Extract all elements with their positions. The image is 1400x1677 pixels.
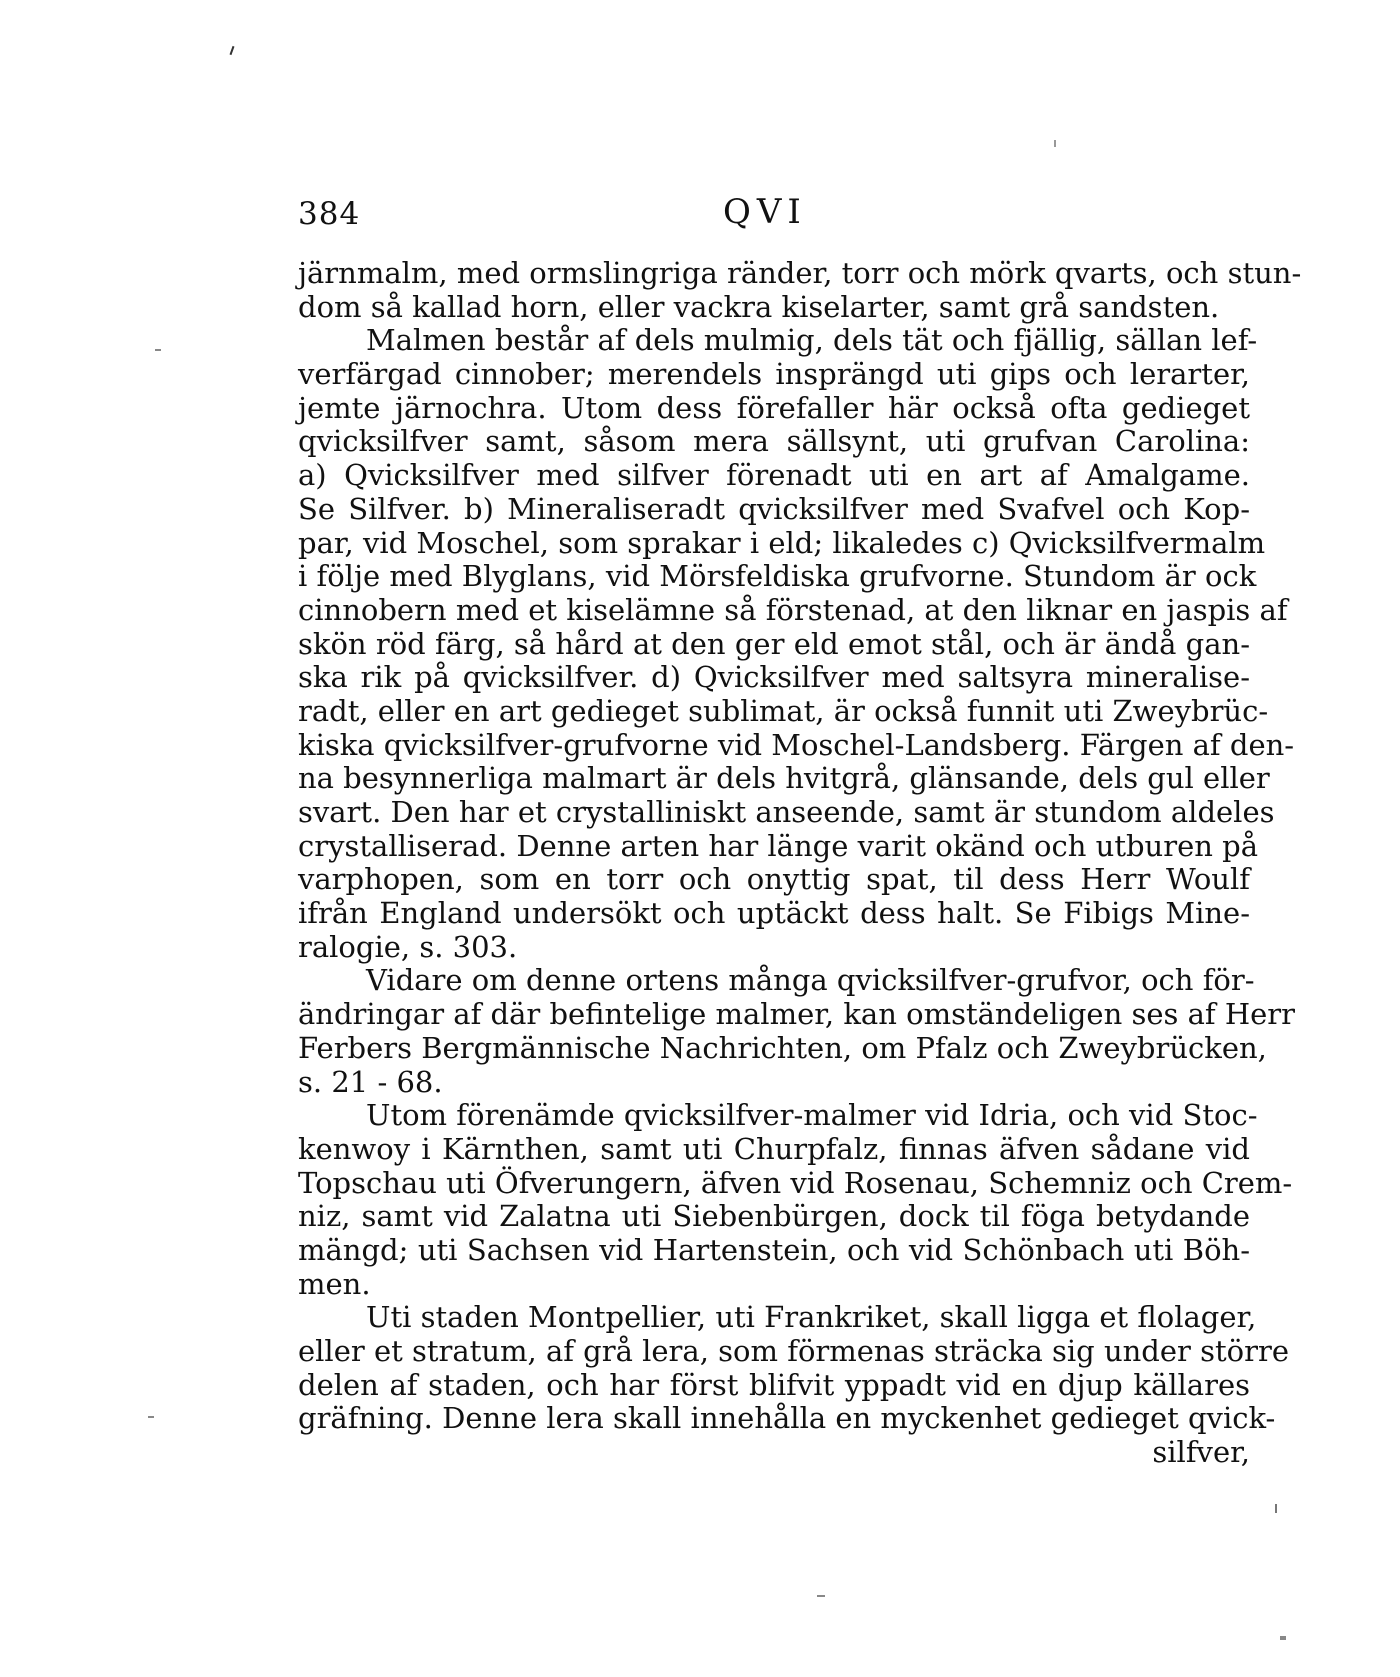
text-line: cinnobern med et kiselämne så förstenad, at den liknar en jaspis af [298,592,1288,627]
text-line: s. 21 - 68. [298,1064,443,1099]
text-line: a) Qvicksilfver med silfver förenadt uti en art af Amalgame. [298,458,1250,493]
text-line: crystalliserad. Denne arten har länge varit okänd och utburen på [298,828,1258,863]
text-line: svart. Den har et crystalliniskt anseende, samt är stundom aldeles [298,795,1275,829]
scan-speck [148,1416,154,1418]
text-line: ändringar af där befintelige malmer, kan omständeligen ses af Herr [298,997,1296,1032]
page-header [298,192,1098,246]
text-line: i följe med Blyglans, vid Mörsfeldiska grufvorne. Stundom är ock [298,559,1257,594]
text-line: verfärgad cinnober; merendels insprängd uti gips och lerarter, [298,357,1250,392]
text-line: Malmen består af dels mulmig, dels tät och fjällig, sällan lef- [366,323,1258,358]
text-line: Se Silfver. b) Mineraliseradt qvicksilfver med Svafvel och Kop- [298,491,1250,526]
text-line: varphopen, som en torr och onyttig spat, til dess Herr Woulf [298,862,1250,897]
text-line: gräfning. Denne lera skall innehålla en myckenhet gedieget qvick- [298,1401,1276,1436]
text-line: radt, eller en art gedieget sublimat, är också funnit uti Zweybrüc- [298,693,1269,728]
catchword: silfver, [1152,1435,1250,1470]
text-line: ralogie, s. 303. [298,929,518,964]
text-line: ifrån England undersökt och uptäckt dess halt. Se Fibigs Mine- [298,896,1250,931]
running-head: QVI [723,192,807,232]
text-line: eller et stratum, af grå lera, som förmenas sträcka sig under större [298,1334,1289,1368]
page-number: 384 [298,196,361,232]
text-line: Vidare om denne ortens många qvicksilfver-grufvor, och för- [366,963,1255,998]
text-line: dom så kallad horn, eller vackra kiselarter, samt grå sandsten. [298,289,1220,324]
text-line: ska rik på qvicksilfver. d) Qvicksilfver med saltsyra mineralise- [298,660,1250,695]
text-line: delen af staden, och har först blifvit yppadt vid en djup källares [298,1367,1250,1402]
scan-speck [155,349,161,351]
text-line: skön röd färg, så hård at den ger eld emot stål, och är ändå gan- [298,626,1250,661]
text-line: qvicksilfver samt, såsom mera sällsynt, uti grufvan Carolina: [298,424,1250,459]
text-line: Ferbers Bergmännische Nachrichten, om Pfalz och Zweybrücken, [298,1030,1267,1065]
scan-speck [817,1595,825,1597]
scan-speck [1275,1504,1277,1513]
text-line: na besynnerliga malmart är dels hvitgrå, glänsande, dels gul eller [298,761,1270,796]
scan-speck [1054,140,1056,147]
text-line: järnmalm, med ormslingriga ränder, torr och mörk qvarts, och stun- [298,256,1302,290]
text-line: kiska qvicksilfver-grufvorne vid Moschel-Landsberg. Färgen af den- [298,727,1295,762]
text-line: jemte järnochra. Utom dess förefaller här också ofta gedieget [298,390,1250,425]
scan-speck [1280,1636,1286,1640]
text-line: Uti staden Montpellier, uti Frankriket, skall ligga et flolager, [366,1300,1257,1335]
text-line: kenwoy i Kärnthen, samt uti Churpfalz, finnas äfven sådane vid [298,1131,1250,1166]
text-line: niz, samt vid Zalatna uti Siebenbürgen, dock til föga betydande [298,1199,1250,1234]
text-line: mängd; uti Sachsen vid Hartenstein, och vid Schönbach uti Böh- [298,1232,1250,1267]
text-line: Topschau uti Öfverungern, äfven vid Rosenau, Schemniz och Crem- [298,1165,1293,1200]
scan-speck [230,46,235,55]
text-line: Utom förenämde qvicksilfver-malmer vid Idria, och vid Stoc- [366,1098,1258,1133]
text-line: men. [298,1266,371,1301]
body-text [298,256,1302,1470]
text-line: par, vid Moschel, som sprakar i eld; likaledes c) Qvicksilfvermalm [298,525,1266,560]
